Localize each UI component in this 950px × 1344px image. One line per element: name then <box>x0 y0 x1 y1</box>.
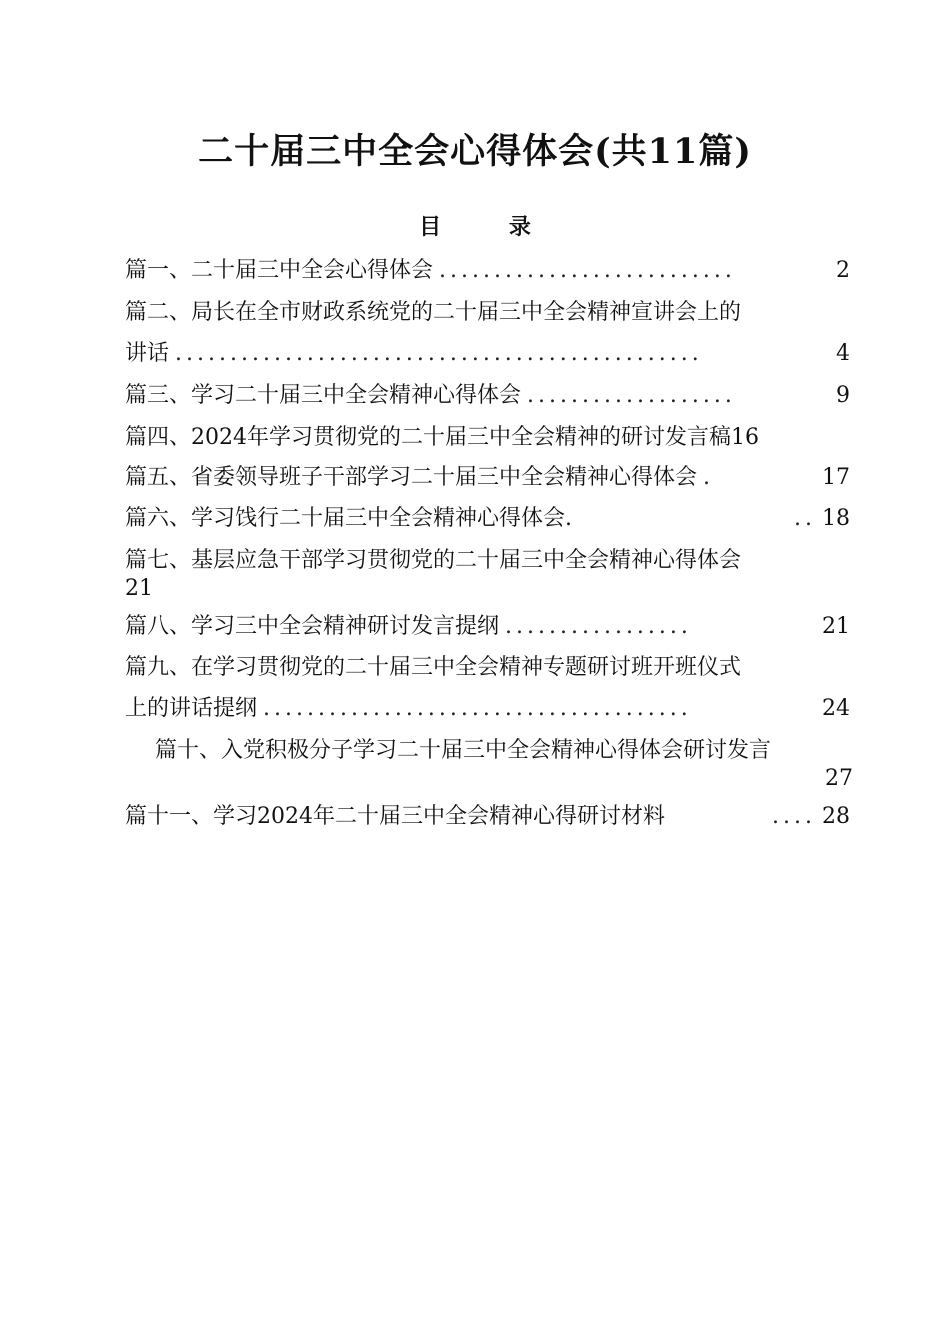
toc-entry-1[interactable] <box>125 256 850 286</box>
toc-entry-2-line-2[interactable] <box>125 339 850 369</box>
toc-page-number: 4 <box>836 341 850 366</box>
toc-leader-dots: .... <box>772 804 816 829</box>
toc-entry-7[interactable]: 篇七、基层应急干部学习贯彻党的二十届三中全会精神心得体会 <box>125 548 742 573</box>
toc-leader-dots: ................................................ <box>175 341 703 366</box>
toc-page-number: 17 <box>822 465 850 490</box>
toc-entry-6[interactable] <box>125 504 850 534</box>
toc-leader-dots: ................... <box>527 383 736 408</box>
toc-page-number: 9 <box>836 383 850 408</box>
toc-entry-7-page-number: 21 <box>125 576 153 601</box>
toc-leader-dots: . <box>703 465 715 490</box>
toc-entry-9-line-1[interactable]: 篇九、在学习贯彻党的二十届三中全会精神专题研讨班开班仪式 <box>125 655 742 680</box>
toc-entry-10-page-number: 27 <box>825 766 853 791</box>
toc-entry-text: 篇五、省委领导班子干部学习二十届三中全会精神心得体会 <box>125 465 698 490</box>
toc-heading: 目 录 <box>419 214 561 240</box>
toc-entry-8[interactable] <box>125 612 850 642</box>
toc-page-number: 28 <box>822 804 850 829</box>
toc-entry-5[interactable] <box>125 463 850 493</box>
toc-entry-2-line-1[interactable]: 篇二、局长在全市财政系统党的二十届三中全会精神宣讲会上的 <box>125 300 742 325</box>
toc-leader-dots: ....................................... <box>263 696 692 721</box>
toc-leader-dots: ................. <box>505 614 692 639</box>
toc-page-number: 2 <box>836 258 850 283</box>
document-title: 二十届三中全会心得体会(共11篇) <box>198 131 752 172</box>
toc-entry-text: 篇四、2024年学习贯彻党的二十届三中全会精神的研讨发言稿 <box>125 425 731 450</box>
toc-entry-text: 篇十一、学习2024年二十届三中全会精神心得研讨材料 <box>125 804 665 829</box>
toc-entry-3[interactable] <box>125 381 850 411</box>
toc-leader-dots: .. <box>794 506 816 531</box>
toc-entry-text: 篇三、学习二十届三中全会精神心得体会 <box>125 383 522 408</box>
toc-entry-4[interactable] <box>125 423 867 453</box>
toc-entry-text: 篇八、学习三中全会精神研讨发言提纲 <box>125 614 500 639</box>
toc-leader-dots: ........................... <box>439 258 736 283</box>
toc-page-number: 21 <box>822 614 850 639</box>
toc-page-number: 24 <box>822 696 850 721</box>
toc-entry-text: 讲话 <box>125 341 170 366</box>
toc-page-number: 16 <box>731 425 759 450</box>
toc-page-number: 18 <box>822 506 850 531</box>
toc-entry-9-line-2[interactable] <box>125 694 850 724</box>
toc-entry-11[interactable] <box>125 802 850 832</box>
toc-entry-10[interactable]: 篇十、入党积极分子学习二十届三中全会精神心得体会研讨发言 <box>155 738 772 763</box>
toc-entry-text: 上的讲话提纲 <box>125 696 258 721</box>
toc-entry-text: 篇六、学习饯行二十届三中全会精神心得体会. <box>125 506 572 531</box>
toc-entry-text: 篇一、二十届三中全会心得体会 <box>125 258 434 283</box>
